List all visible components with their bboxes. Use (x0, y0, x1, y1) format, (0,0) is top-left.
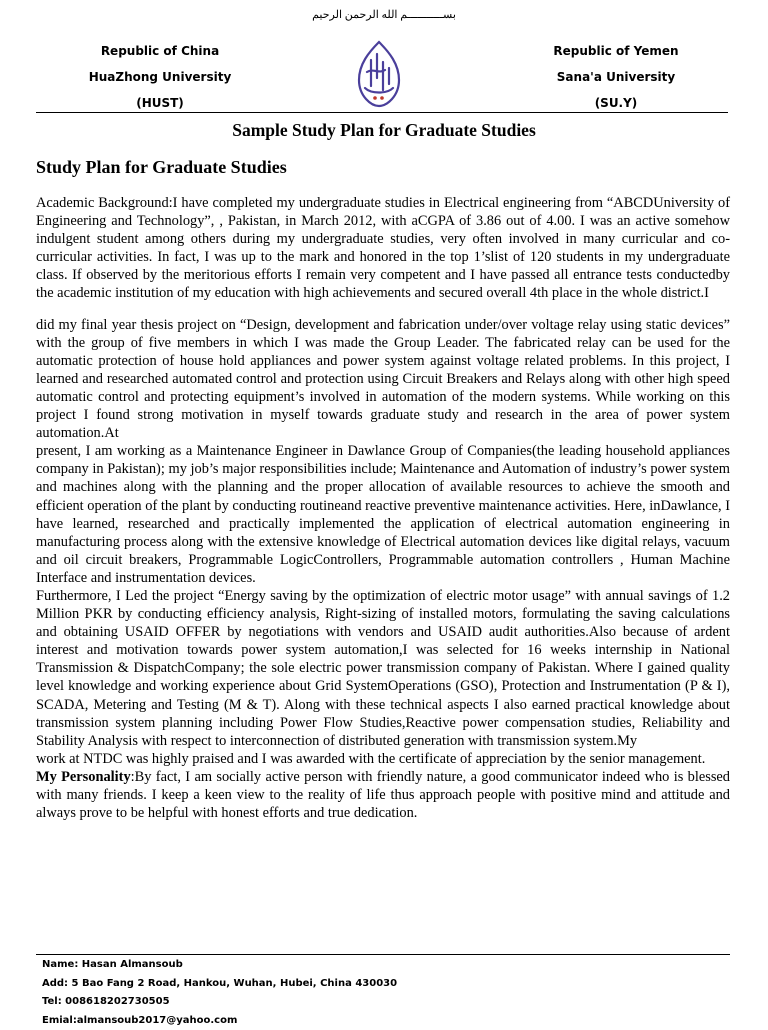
paragraph-projects-internship: Furthermore, I Led the project “Energy saving by the optimization of electric motor usage” with annual savings of 1.2 Million PKR by conducting efficiency analysis, Right-sizing of installed motors, formulating the saving calculations and obtaining USAID OFFER by negotiations with vendors and USAID audit authorities.Also because of ardent interest and motivation towards power system automation,I was selected for 16 weeks internship in National Transmission & DispatchCompany; the sole electric power transmission company of Pakistan. Where I gained quality level knowledge and working experience about Grid SystemOperations (GSO), Protection and Instrumentation (P & I), SCADA, Metering and Testing (M & T). Along with these technical aspects I also earned practical knowledge about transmission system planning including Power Flow Studies,Reactive power compensation studies, Reliability and Stability Analysis with respect to interconnection of distributed generation with transmission system.My (36, 587, 730, 750)
basmala-header (0, 8, 768, 21)
footer-divider (36, 954, 730, 955)
calligraphy-emblem-icon (349, 38, 409, 110)
paragraph-personality (36, 768, 730, 822)
paragraph-current-work: present, I am working as a Maintenance Engineer in Dawlance Group of Companies(the leading household appliances company in Pakistan); my job’s major responsibilities include; Maintenance and Automation of industry’s power system and machines along with the planning and the proper allocation of available resources to achieve the smooth and efficient operation of the plant by conducting routineand reactive preventive maintenance activities. Here, inDawlance, I have learned, researched and practically implemented the application of electrical automation engineering in manufacturing process along with the extensive knowledge of Electrical automation devices like digital relays, vacuum and oil circuit breakers, Programmable LogicControllers, Programmable automation controllers , Human Machine Interface and instrumentation devices. (36, 442, 730, 587)
document-title: Sample Study Plan for Graduate Studies (0, 120, 768, 141)
header-left-country: Republic of China (40, 38, 280, 64)
paragraph-ntdc-work: work at NTDC was highly praised and I was awarded with the certificate of appreciation by the senior management. (36, 750, 730, 768)
document-body (36, 194, 730, 822)
section-title: Study Plan for Graduate Studies (36, 157, 287, 178)
header-left-block (40, 38, 280, 116)
footer-name: Name: Hasan Almansoub (42, 956, 397, 975)
paragraph-academic-background: Academic Background:I have completed my undergraduate studies in Electrical engineering from “ABCDUniversity of Engineering and Technology”, , Pakistan, in March 2012, with aCGPA of 3.86 out of 4.00. I was an active somehow indulgent student among others during my undergraduate studies, very often involved in many curricular and co-curricular activities. In fact, I was up to the mark and honored in the top 1’slist of 120 students in my undergraduate class. If observed by the meritorious efforts I remain very competent and I have passed all entrance tests conductedby the academic institution of my education with high achievements and secured overall 4th place in the whole district.I (36, 194, 730, 303)
personality-text: :By fact, I am socially active person with friendly nature, a good communicator indeed who is blessed with many friends. I keep a keen view to the reality of life thus approach people with positive mind and attitude and always prove to be helpful with honest efforts and true dedication. (36, 769, 730, 821)
basmala-text: بســـــــــــم الله الرحمن الرحيم (312, 9, 456, 21)
footer-address: Add: 5 Bao Fang 2 Road, Hankou, Wuhan, Hubei, China 430030 (42, 975, 397, 994)
header-right-country: Republic of Yemen (496, 38, 736, 64)
footer-email: Emial:almansoub2017@yahoo.com (42, 1012, 397, 1030)
header-divider (36, 112, 728, 113)
header-right-university: Sana'a University (496, 64, 736, 90)
contact-footer (42, 956, 397, 1030)
header-left-abbrev: (HUST) (40, 90, 280, 116)
paragraph-thesis-project: did my final year thesis project on “Design, development and fabrication under/over voltage relay using static devices” with the group of five members in which I was made the Group Leader. The fabricated relay can be used for the automatic protection of house hold appliances and power system against voltage related problems. In this project, I learned and researched automated control and protection using Circuit Breakers and Relays along with other high speed automatic control and protecting equipment’s involved in automation of the modern systems. While working on this project I found strong motivation in myself towards graduate study and research in the area of power system automation.At (36, 316, 730, 443)
header-right-block (496, 38, 736, 116)
personality-label: My Personality (36, 769, 131, 785)
header-right-abbrev: (SU.Y) (496, 90, 736, 116)
header-left-university: HuaZhong University (40, 64, 280, 90)
footer-phone: Tel: 008618202730505 (42, 993, 397, 1012)
